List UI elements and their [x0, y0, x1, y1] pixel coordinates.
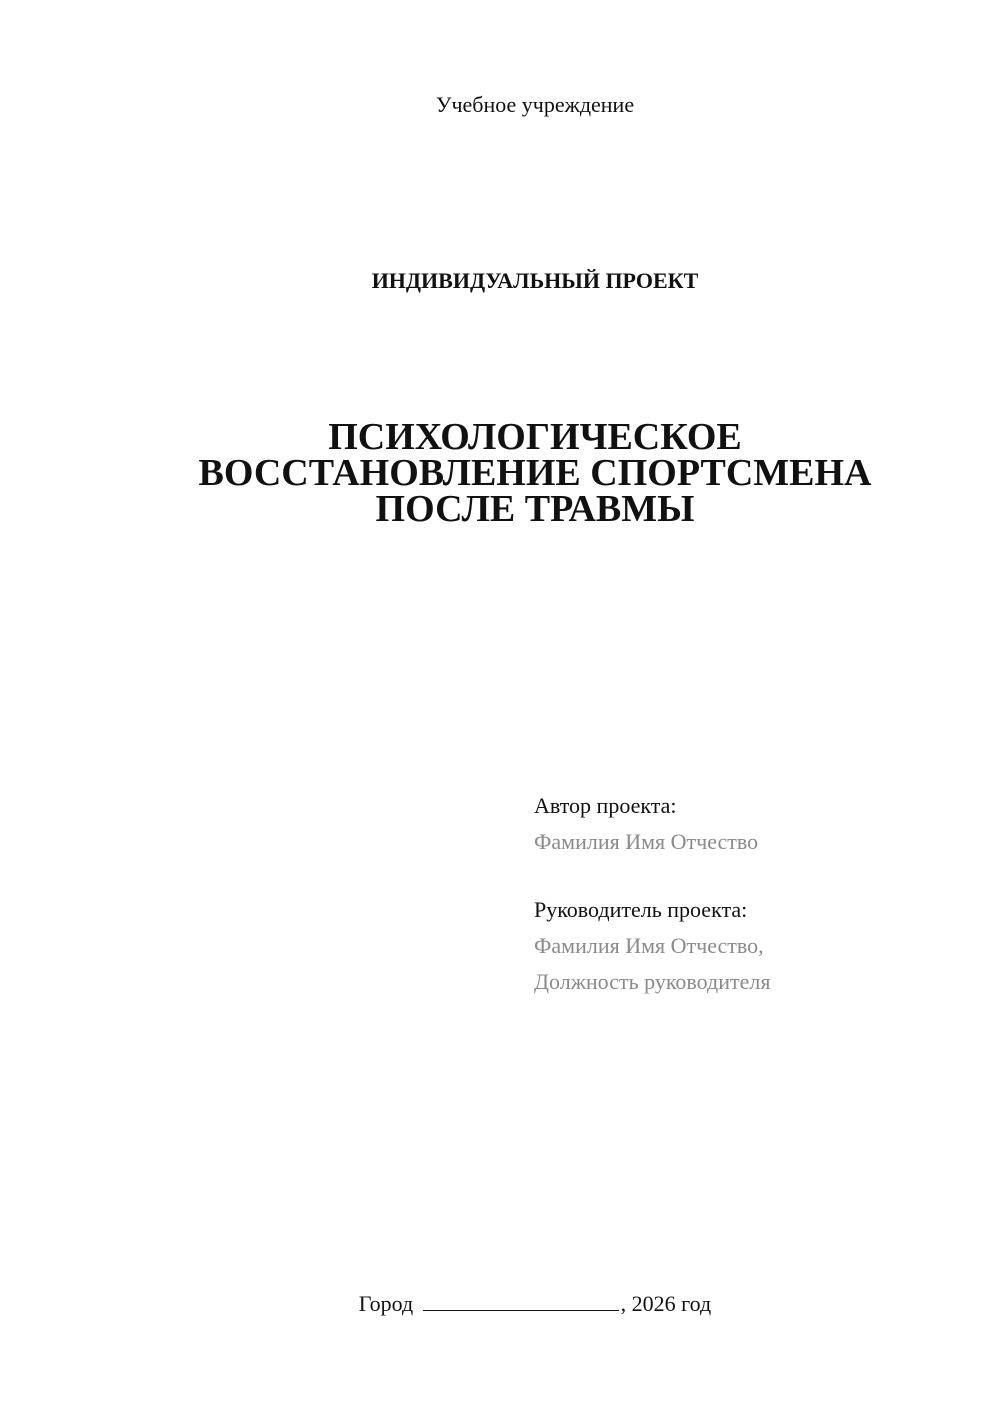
supervisor-position: Должность руководителя [534, 969, 771, 994]
project-title-line: ПСИХОЛОГИЧЕСКОЕ [328, 416, 742, 458]
project-title [0, 416, 1000, 530]
project-title-line: ВОССТАНОВЛЕНИЕ СПОРТСМЕНА [198, 452, 872, 494]
year-text: , 2026 год [620, 1291, 712, 1316]
city-label: Город [358, 1291, 414, 1316]
project-type-heading: ИНДИВИДУАЛЬНЫЙ ПРОЕКТ [371, 268, 699, 293]
city-year-line [0, 1290, 1000, 1317]
supervisor-name: Фамилия Имя Отчество, [534, 933, 764, 958]
author-name: Фамилия Имя Отчество [534, 829, 759, 854]
project-title-line: ПОСЛЕ ТРАВМЫ [375, 488, 695, 530]
author-block [534, 788, 758, 860]
city-blank-line [423, 1290, 619, 1311]
author-label: Автор проекта: [534, 793, 677, 818]
supervisor-label: Руководитель проекта: [534, 897, 748, 922]
institution-name: Учебное учреждение [435, 92, 635, 117]
supervisor-block [534, 892, 770, 1000]
